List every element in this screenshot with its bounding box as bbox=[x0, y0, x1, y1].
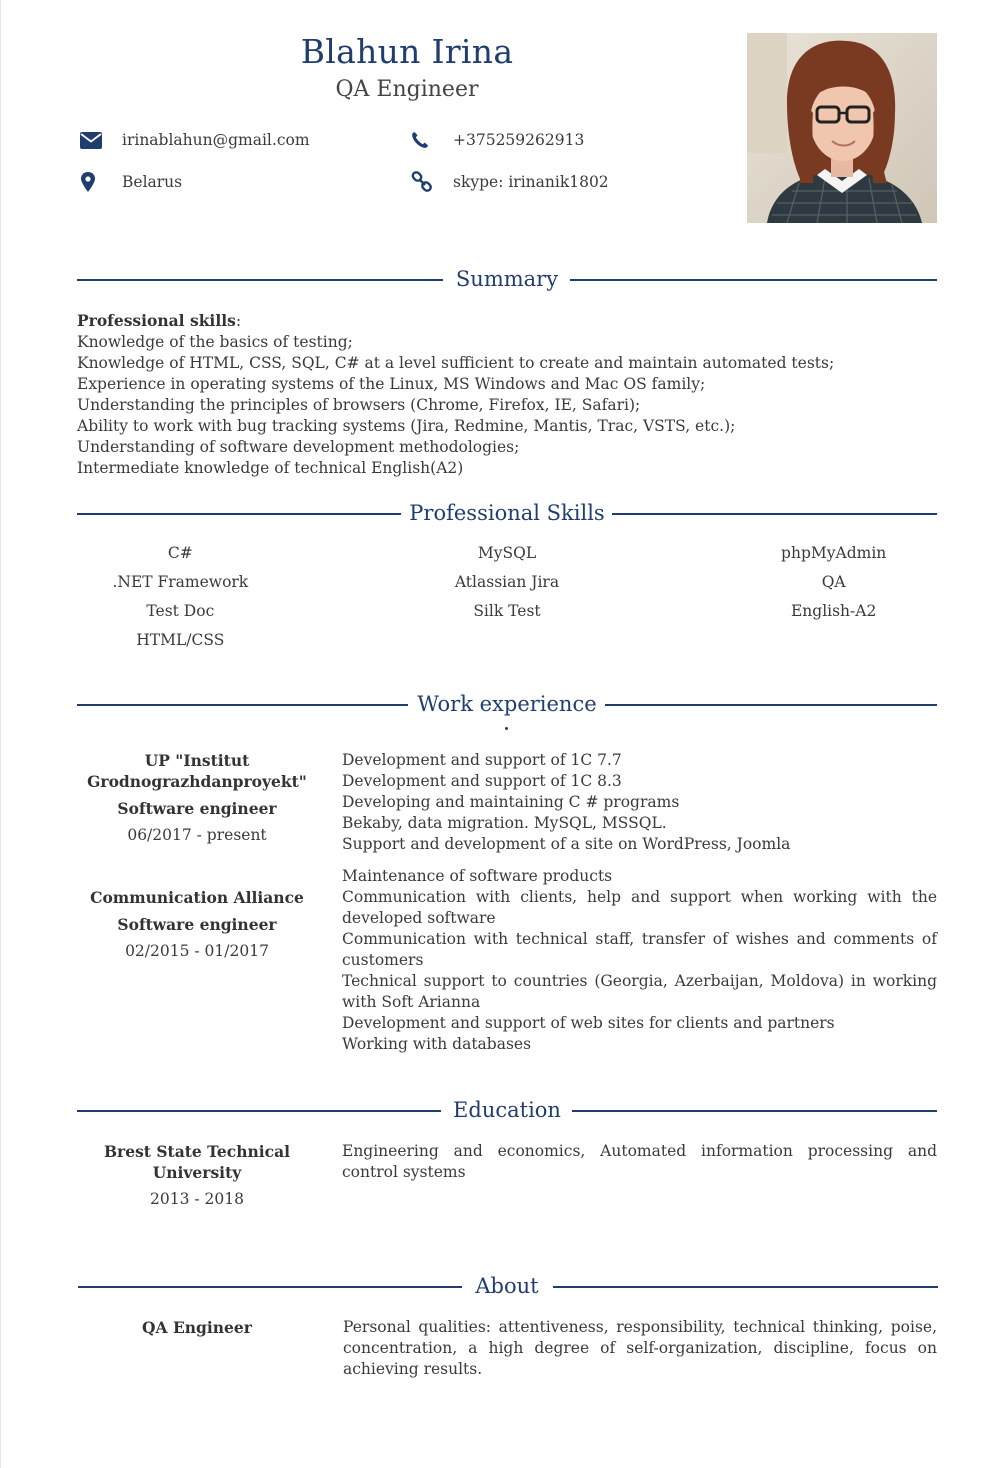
summary-line: Understanding the principles of browsers (Chrome, Firefox, IE, Safari); bbox=[77, 396, 641, 414]
contact-skype[interactable] bbox=[411, 171, 609, 193]
envelope-icon bbox=[80, 129, 110, 151]
about-text: Personal qualities: attentiveness, responsibility, technical thinking, poise, concentration, a high degree of self-organization, discipline, focus on achieving results. bbox=[343, 1318, 937, 1378]
skill-item: C# bbox=[167, 544, 193, 562]
job-dates: 06/2017 - present bbox=[127, 826, 267, 844]
skill-item: Test Doc bbox=[146, 602, 215, 620]
job-position: Software engineer bbox=[117, 915, 277, 934]
job-1-duties bbox=[342, 750, 937, 855]
duty-item: Maintenance of software products bbox=[342, 867, 613, 885]
job-dates: 02/2015 - 01/2017 bbox=[125, 942, 269, 960]
duty-item: Support and development of a site on WordPress, Joomla bbox=[342, 835, 791, 853]
email-text: irinablahun@gmail.com bbox=[122, 131, 310, 149]
skill-item: QA bbox=[821, 573, 846, 591]
summary-line: Understanding of software development methodologies; bbox=[77, 438, 520, 456]
location-text: Belarus bbox=[122, 173, 183, 191]
job-1-summary bbox=[77, 750, 317, 846]
skill-item: HTML/CSS bbox=[136, 631, 225, 649]
phone-icon bbox=[411, 129, 441, 151]
skill-item: MySQL bbox=[477, 544, 537, 562]
contact-location bbox=[80, 171, 182, 193]
summary-line: Experience in operating systems of the Linux, MS Windows and Mac OS family; bbox=[77, 375, 706, 393]
link-icon bbox=[411, 171, 441, 193]
section-title: About bbox=[475, 1274, 539, 1298]
section-title: Work experience bbox=[417, 692, 597, 716]
about-summary bbox=[77, 1317, 317, 1338]
skill-item: Silk Test bbox=[473, 602, 541, 620]
skill-item: Atlassian Jira bbox=[454, 573, 560, 591]
phone-text: +375259262913 bbox=[453, 131, 585, 149]
skills-section-header bbox=[77, 498, 937, 528]
contact-phone[interactable] bbox=[411, 129, 584, 151]
contact-email[interactable] bbox=[80, 129, 310, 151]
section-title: Education bbox=[453, 1098, 561, 1122]
school-name: Brest State Technical University bbox=[103, 1142, 291, 1182]
duty-item: Working with databases bbox=[342, 1035, 532, 1053]
duty-item: Development and support of 1C 8.3 bbox=[342, 772, 622, 790]
summary-text: Professional skills: Knowledge of the basics of testing; Knowledge of HTML, CSS, SQL, C# at a level sufficient to create and maintain automated tests; Experience in operating systems of the Linux, MS Windows and Mac OS family; Understanding the principles of browsers (Chrome, Firefox, IE, Safari); Ability to work with bug tracking systems (Jira, Redmine, Mantis, Trac, VSTS, etc.); Understanding of software development methodologies; Intermediate knowledge of technical English(A2) bbox=[77, 310, 937, 479]
duty-item: Development and support of web sites for clients and partners bbox=[342, 1014, 835, 1032]
about-section-header bbox=[77, 1271, 937, 1301]
summary-line: Ability to work with bug tracking systems (Jira, Redmine, Mantis, Trac, VSTS, etc.); bbox=[77, 417, 736, 435]
job-org: Communication Alliance bbox=[90, 888, 304, 907]
map-pin-icon bbox=[80, 171, 110, 193]
skill-item: English-A2 bbox=[790, 602, 877, 620]
summary-line: Knowledge of HTML, CSS, SQL, C# at a level sufficient to create and maintain automated tests; bbox=[77, 354, 835, 372]
education-section-header bbox=[77, 1095, 937, 1125]
decorative-dot bbox=[505, 727, 508, 730]
skills-grid bbox=[77, 543, 937, 651]
section-title: Professional Skills bbox=[409, 501, 605, 525]
duty-item: Communication with clients, help and support when working with the developed software bbox=[342, 888, 937, 927]
skill-item: phpMyAdmin bbox=[781, 544, 887, 562]
skill-item: .NET Framework bbox=[112, 573, 249, 591]
work-section-header bbox=[77, 689, 937, 719]
profile-photo bbox=[747, 33, 937, 223]
duty-item: Communication with technical staff, transfer of wishes and comments of customers bbox=[342, 930, 937, 969]
job-org: UP "Institut Grodnograzhdanproyekt" bbox=[87, 751, 307, 791]
duty-item: Bekaby, data migration. MySQL, MSSQL. bbox=[342, 814, 667, 832]
duty-item: Development and support of 1C 7.7 bbox=[342, 751, 622, 769]
summary-section-header bbox=[77, 264, 937, 294]
section-title: Summary bbox=[455, 267, 559, 291]
about-title: QA Engineer bbox=[142, 1318, 252, 1337]
education-description: Engineering and economics, Automated information processing and control systems bbox=[342, 1142, 937, 1181]
duty-item: Developing and maintaining C # programs bbox=[342, 793, 680, 811]
job-position: Software engineer bbox=[117, 799, 277, 818]
summary-heading: Professional skills bbox=[77, 311, 236, 330]
summary-line: Knowledge of the basics of testing; bbox=[77, 333, 353, 351]
education-dates: 2013 - 2018 bbox=[150, 1190, 244, 1208]
person-name: Blahun Irina bbox=[300, 32, 514, 71]
job-2-duties bbox=[342, 866, 937, 1055]
skype-text: skype: irinanik1802 bbox=[453, 173, 609, 191]
job-2-summary bbox=[77, 887, 317, 962]
duty-item: Technical support to countries (Georgia, Azerbaijan, Moldova) in working with Soft Arianna bbox=[342, 972, 937, 1011]
summary-line: Intermediate knowledge of technical English(A2) bbox=[77, 459, 464, 477]
education-summary bbox=[77, 1141, 317, 1210]
person-role: QA Engineer bbox=[335, 77, 479, 102]
